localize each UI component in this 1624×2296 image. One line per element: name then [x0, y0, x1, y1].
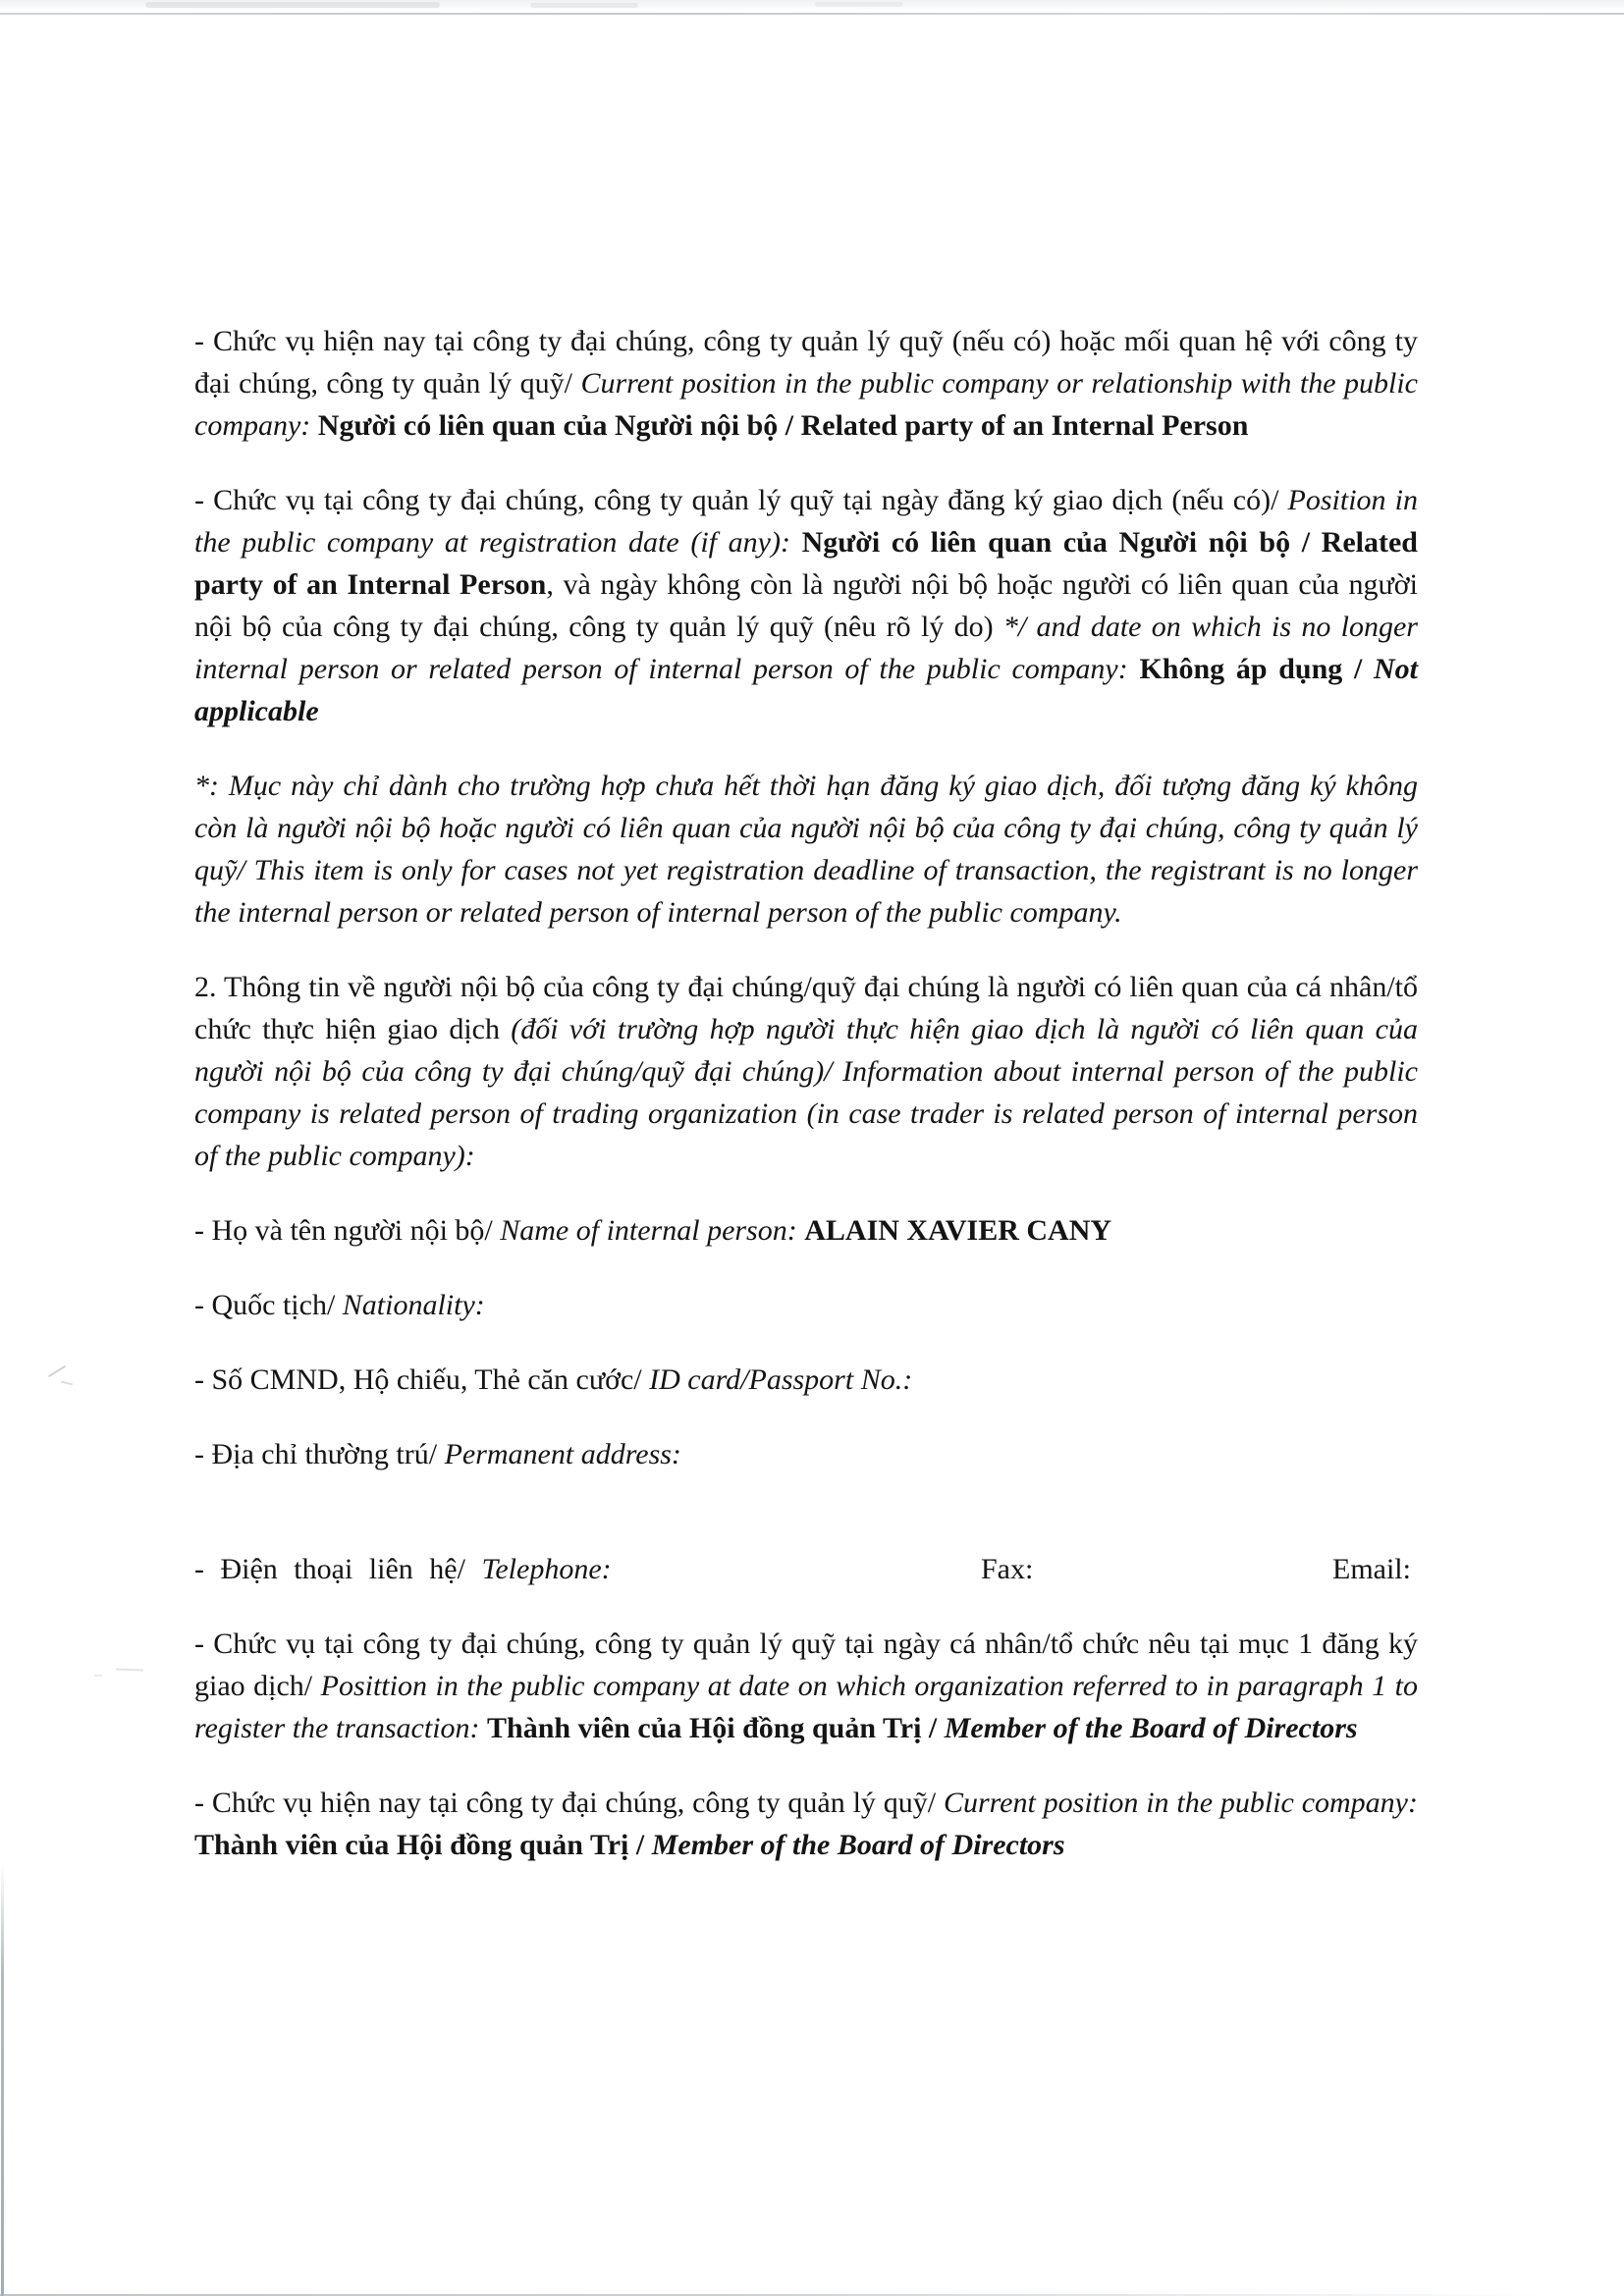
- text-run: Fax:: [981, 1553, 1034, 1585]
- scan-artifact-mark: [116, 1669, 143, 1672]
- item-nationality: [194, 1284, 1418, 1326]
- text-run: Thành viên của Hội đồng quản Trị /: [194, 1829, 652, 1861]
- text-run: */ and date on which is no longer internal person or related person of internal person of the public company:: [194, 611, 1418, 685]
- scan-artifact-mark: [48, 1365, 66, 1377]
- text-run: - Chức vụ hiện nay tại công ty đại chúng, công ty quản lý quỹ/: [194, 1787, 944, 1819]
- note-asterisk: [194, 765, 1418, 934]
- text-run: Member of the Board of Directors: [944, 1712, 1358, 1744]
- text-run: Posittion in the public company at date on which organization referred to in paragraph 1 to register the transaction:: [194, 1670, 1418, 1744]
- fax-field: [981, 1548, 1033, 1590]
- text-run: - Chức vụ hiện nay tại công ty đại chúng, công ty quản lý quỹ (nếu có) hoặc mối quan hệ với công ty đại chúng, công ty quản lý quỹ/: [194, 325, 1418, 400]
- text-run: Position in the public company at registration date (if any):: [194, 484, 1418, 559]
- text-run: , và ngày không còn là người nội bộ hoặc người có liên quan của người nội bộ của công ty đại chúng, công ty quản lý quỹ (nêu rõ lý do): [194, 568, 1419, 643]
- text-run: Telephone:: [481, 1553, 612, 1585]
- email-field: [1332, 1548, 1411, 1590]
- text-run: Current position in the public company:: [943, 1787, 1418, 1819]
- text-run: (đối với trường hợp người thực hiện giao dịch là người có liên quan của người nội bộ của công ty đại chúng/quỹ đại chúng)/ Information about internal person of the public company is related person of trading organization (in case trader is related person of internal person of the public company):: [194, 1013, 1418, 1172]
- text-run: - Số CMND, Hộ chiếu, Thẻ căn cước/: [194, 1363, 650, 1396]
- text-run: - Chức vụ tại công ty đại chúng, công ty quản lý quỹ tại ngày cá nhân/tổ chức nêu tại mục 1 đăng ký giao dịch/: [194, 1628, 1418, 1702]
- para-current-position-relationship: [194, 320, 1418, 447]
- text-run: Member of the Board of Directors: [651, 1829, 1065, 1861]
- telephone-field: [194, 1548, 612, 1590]
- text-run: ALAIN XAVIER CANY: [804, 1214, 1112, 1247]
- row-telephone-fax-email: [194, 1548, 1418, 1590]
- text-run: *: Mục này chỉ dành cho trường hợp chưa hết thời hạn đăng ký giao dịch, đối tượng đăng ký không còn là người nội bộ hoặc người có liên quan của người nội bộ của công ty đại chúng, công ty quản lý quỹ/ This item is only for cases not yet registration deadline of transaction, the registrant is no longer the internal person or related person of internal person of the public company.: [194, 770, 1418, 929]
- item-internal-person-name: [194, 1209, 1418, 1252]
- text-run: - Họ và tên người nội bộ/: [194, 1214, 501, 1247]
- scan-edge-left-line: [1, 1865, 4, 2296]
- text-run: Thành viên của Hội đồng quản Trị /: [487, 1712, 945, 1744]
- scan-artifact-mark: [61, 1381, 73, 1386]
- scan-artifact-mark: [94, 1675, 102, 1677]
- para-position-at-registration-date: [194, 479, 1418, 732]
- text-run: Email:: [1332, 1553, 1411, 1585]
- para-current-position-2: [194, 1782, 1418, 1866]
- text-run: - Chức vụ tại công ty đại chúng, công ty quản lý quỹ tại ngày đăng ký giao dịch (nếu có)/: [194, 484, 1288, 516]
- para-position-at-date-of-registration: [194, 1623, 1418, 1749]
- text-run: Không áp dụng /: [1139, 653, 1374, 685]
- para-section-2-heading: [194, 966, 1418, 1177]
- text-run: - Quốc tịch/: [194, 1289, 343, 1321]
- text-run: Người có liên quan của Người nội bộ / Related party of an Internal Person: [194, 526, 1418, 601]
- document-body: [194, 0, 1418, 1898]
- text-run: - Điện thoại liên hệ/: [194, 1553, 482, 1585]
- item-permanent-address: [194, 1433, 1418, 1475]
- text-run: Name of internal person:: [500, 1214, 805, 1247]
- text-run: ID card/Passport No.:: [649, 1363, 913, 1396]
- text-run: Permanent address:: [444, 1438, 681, 1470]
- text-run: 2. Thông tin về người nội bộ của công ty đại chúng/quỹ đại chúng là người có liên quan của cá nhân/tổ chức thực hiện giao dịch: [194, 971, 1418, 1045]
- text-run: Not applicable: [194, 653, 1418, 727]
- text-run: Nationality:: [342, 1289, 485, 1321]
- text-run: Current position in the public company or relationship with the public company:: [194, 367, 1418, 442]
- item-id-card-passport: [194, 1359, 1418, 1401]
- text-run: - Địa chỉ thường trú/: [194, 1438, 445, 1470]
- text-run: Người có liên quan của Người nội bộ / Related party of an Internal Person: [317, 409, 1249, 442]
